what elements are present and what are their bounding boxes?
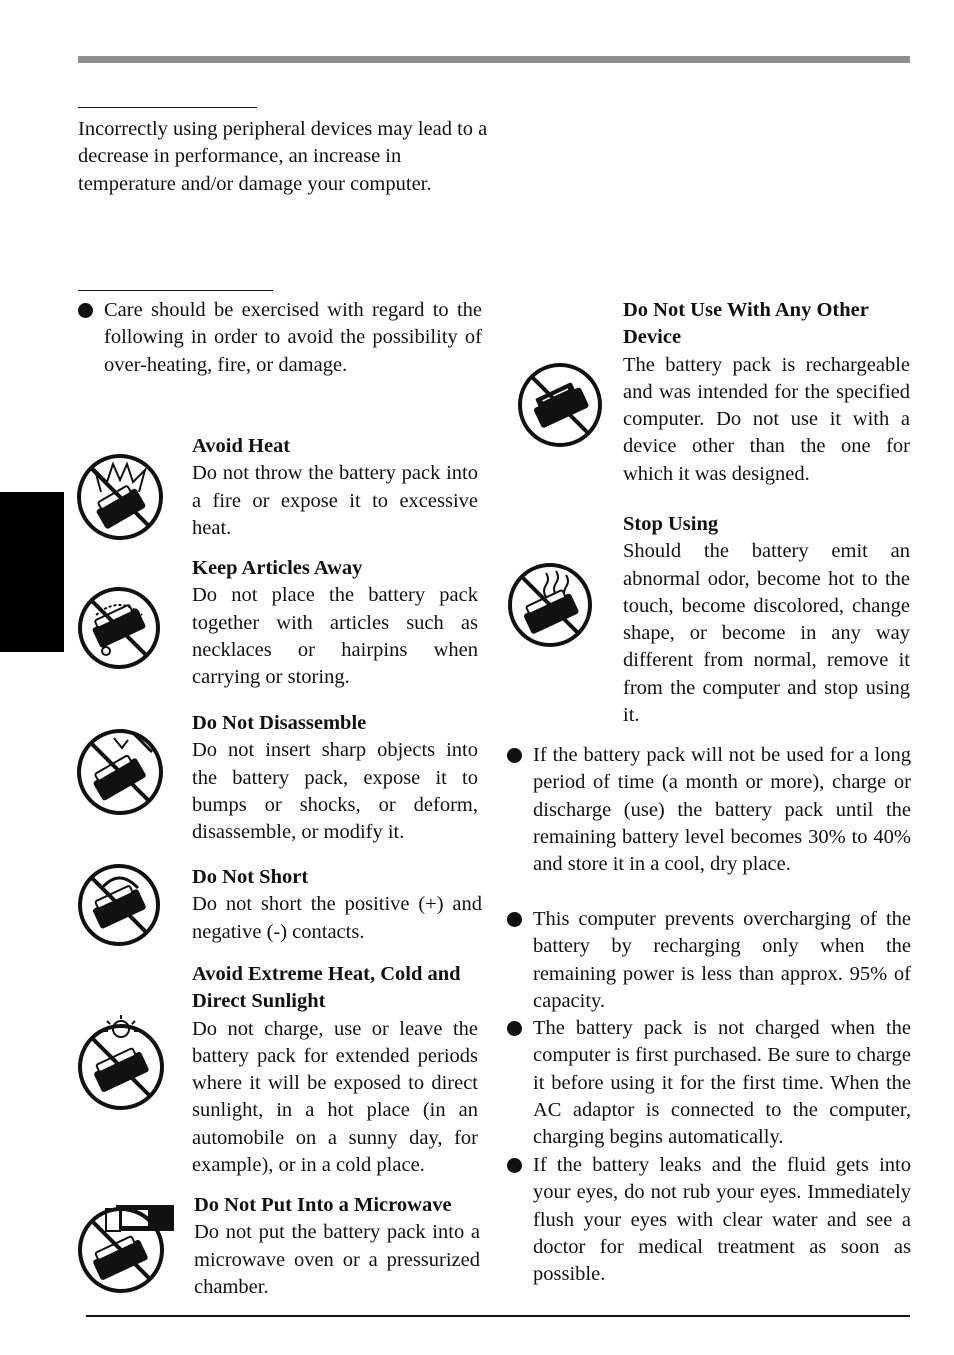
- note-battery-leak-text: If the battery leaks and the fluid gets into your eyes, do not rub your eyes. Immediately flush your eyes with clear water and see a doctor for medical treatment as soon as possible.: [533, 1154, 911, 1286]
- microwave-block: [194, 1192, 480, 1301]
- no-short-icon: [76, 862, 162, 948]
- other-device-title: Do Not Use With Any Other Device: [623, 299, 869, 349]
- other-device-block: [623, 297, 910, 488]
- keep-away-block: [192, 555, 478, 691]
- stop-using-body: Should the battery emit an abnormal odor, become hot to the touch, become discolored, change shape, or become in any way different from normal, remove it from the computer and stop using it.: [623, 540, 910, 727]
- no-fire-icon: [75, 452, 165, 542]
- short-title: Do Not Short: [192, 866, 309, 888]
- disassemble-body: Do not insert sharp objects into the battery pack, expose it to bumps or shocks, or deform, disassemble, or modify it.: [192, 739, 478, 844]
- bullet-dot: [78, 303, 93, 318]
- note-battery-leak: [533, 1152, 911, 1288]
- heading-rule-1: [78, 107, 257, 108]
- heading-rule-2: [78, 290, 273, 291]
- extreme-block: [192, 961, 478, 1179]
- no-metal-articles-icon: [76, 585, 162, 671]
- avoid-heat-title: Avoid Heat: [192, 435, 291, 457]
- short-block: [192, 864, 482, 946]
- note-long-storage-text: If the battery pack will not be used for a long period of time (a month or more), charge or discharge (use) the battery pack until the remaining battery level becomes 30% to 40% and store it in a cool, dry place.: [533, 744, 911, 876]
- bullet-dot: [507, 1158, 522, 1173]
- extreme-body: Do not charge, use or leave the battery pack for extended periods where it will be exposed to direct sunlight, in a hot place (in an automobile on a sunny day, for example), or in a cold place.: [192, 1017, 478, 1177]
- disassemble-title: Do Not Disassemble: [192, 712, 367, 734]
- care-bullet: [104, 297, 482, 379]
- chapter-tab: [0, 492, 64, 652]
- disassemble-block: [192, 710, 478, 846]
- avoid-heat-body: Do not throw the battery pack into a fire or expose it to excessive heat.: [192, 462, 478, 539]
- note-first-charge-text: The battery pack is not charged when the computer is first purchased. Be sure to charge it before using it for the first time. When the AC adaptor is connected to the computer, charging begins automatically.: [533, 1017, 911, 1149]
- no-sunlight-icon: [75, 1013, 167, 1111]
- microwave-title: Do Not Put Into a Microwave: [194, 1194, 452, 1216]
- keep-away-title: Keep Articles Away: [192, 557, 363, 579]
- microwave-body: Do not put the battery pack into a microwave oven or a pressurized chamber.: [194, 1221, 480, 1298]
- keep-away-body: Do not place the battery pack together with articles such as necklaces or hairpins when carrying or storing.: [192, 584, 478, 689]
- care-bullet-text: Care should be exercised with regard to the following in order to avoid the possibility of over-heating, fire, or damage.: [104, 299, 482, 376]
- intro-text: Incorrectly using peripheral devices may lead to a decrease in performance, an increase in temperature and/or damage your computer.: [78, 118, 488, 195]
- footer-rule: [86, 1315, 910, 1317]
- note-first-charge: [533, 1015, 911, 1151]
- short-body: Do not short the positive (+) and negative (-) contacts.: [192, 893, 482, 943]
- avoid-heat-block: [192, 433, 478, 542]
- stop-using-block: [623, 511, 910, 729]
- bullet-dot: [507, 748, 522, 763]
- no-disassemble-icon: [74, 726, 166, 818]
- extreme-title: Avoid Extreme Heat, Cold and Direct Sunlight: [192, 963, 461, 1013]
- note-long-storage: [533, 742, 911, 878]
- no-microwave-icon: [76, 1203, 176, 1293]
- note-overcharging: [533, 906, 911, 1015]
- bullet-dot: [507, 1021, 522, 1036]
- note-overcharging-text: This computer prevents overcharging of the battery by recharging only when the remaining power is less than approx. 95% of capacity.: [533, 908, 911, 1012]
- other-device-body: The battery pack is rechargeable and was intended for the specified computer. Do not use it with a device other than the one for which it was designed.: [623, 353, 910, 485]
- stop-using-title: Stop Using: [623, 513, 719, 535]
- bullet-dot: [507, 912, 522, 927]
- no-other-device-icon: [516, 361, 604, 449]
- header-bar: [78, 56, 910, 63]
- no-hot-battery-icon: [506, 561, 594, 649]
